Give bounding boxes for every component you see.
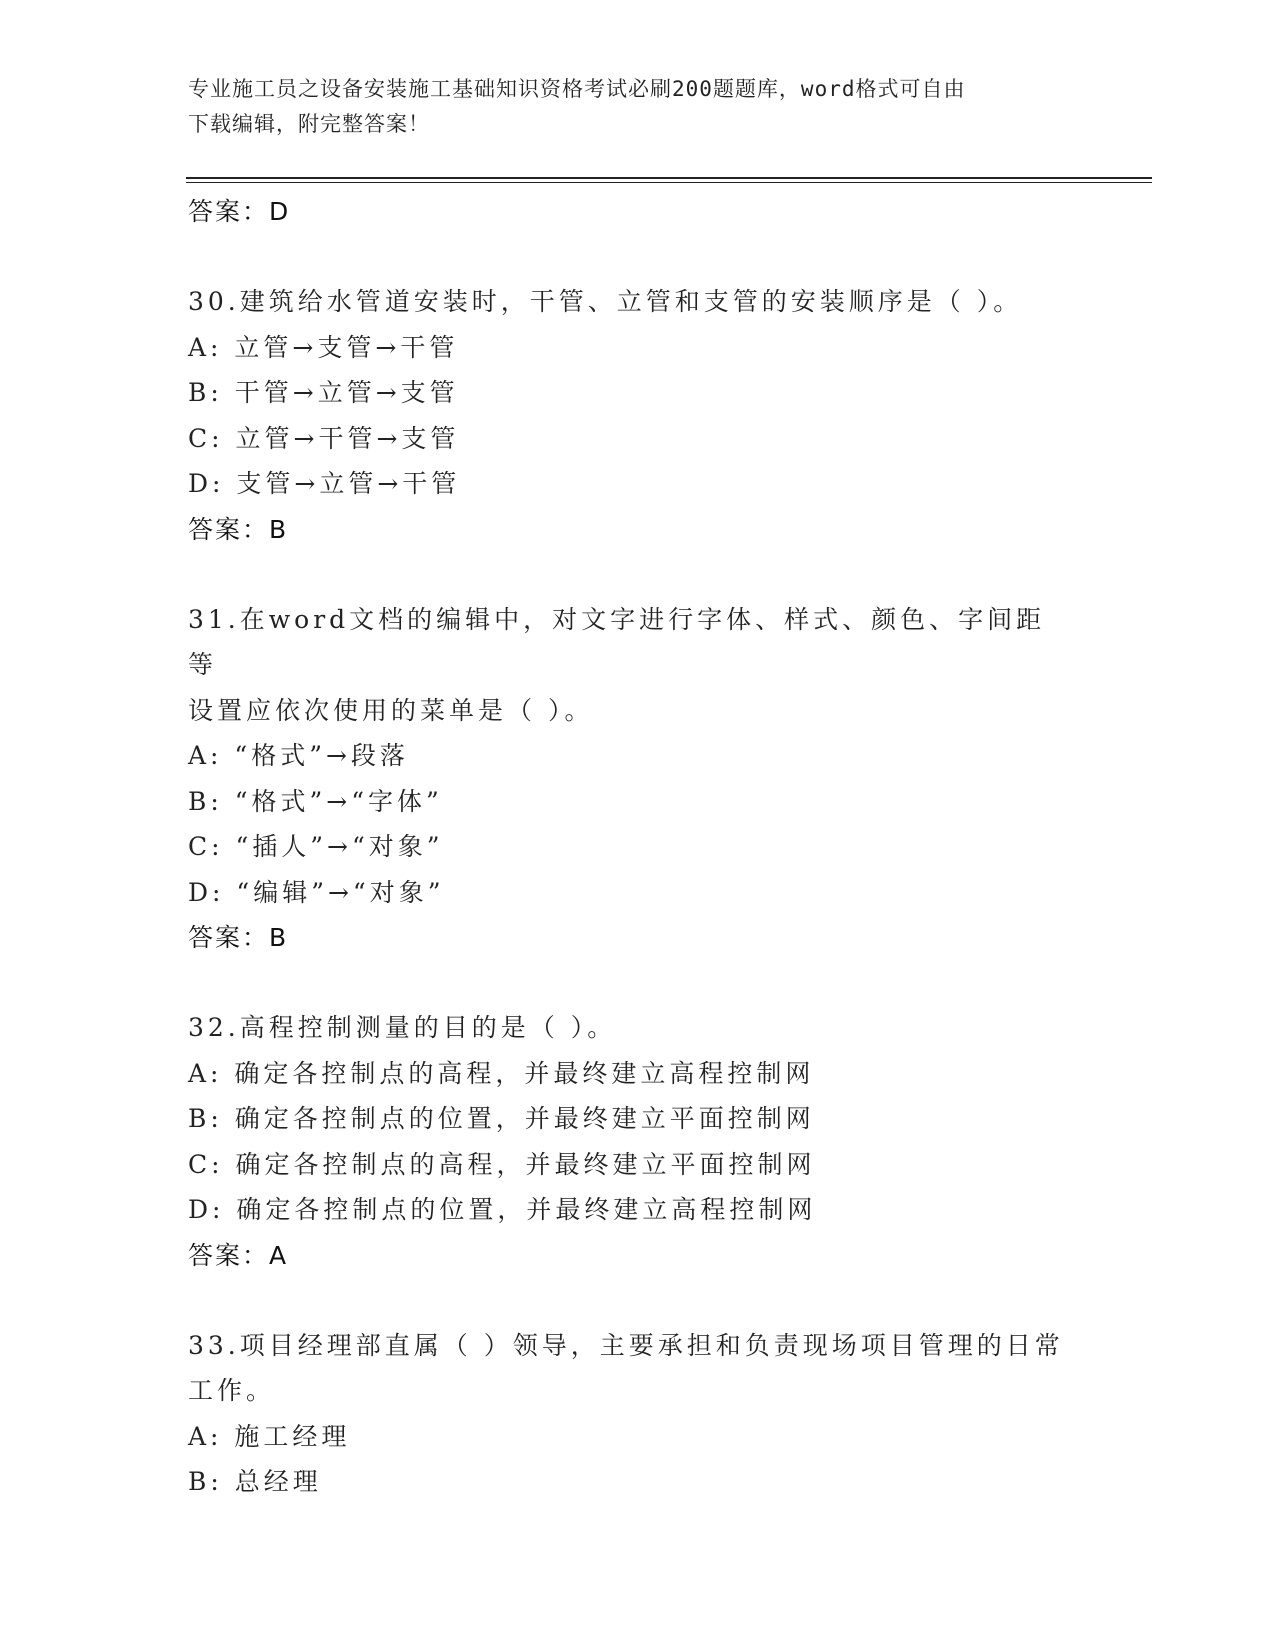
page-header bbox=[188, 72, 1068, 142]
previous-answer: 答案：D bbox=[188, 197, 291, 226]
header-rule-thin bbox=[186, 182, 1152, 183]
header-line-2: 下载编辑，附完整答案！ bbox=[188, 112, 430, 136]
question-text: 33.项目经理部直属（ ）领导，主要承担和负责现场项目管理的日常 bbox=[188, 1330, 1064, 1360]
question-list bbox=[188, 189, 1088, 1505]
option-d: D: 支管→立管→干管 bbox=[188, 469, 461, 498]
question-32 bbox=[188, 1005, 1088, 1279]
option-a: A: 立管→支管→干管 bbox=[188, 332, 459, 362]
option-b: B: 确定各控制点的位置，并最终建立平面控制网 bbox=[188, 1104, 815, 1133]
option-c: C: 立管→干管→支管 bbox=[188, 423, 460, 453]
question-30 bbox=[188, 279, 1088, 553]
question-text: 30.建筑给水管道安装时，干管、立管和支管的安装顺序是（ ）。 bbox=[188, 287, 1023, 316]
option-b: B: 总经理 bbox=[188, 1467, 322, 1496]
header-rule-thick bbox=[186, 177, 1152, 179]
question-answer: 答案：A bbox=[188, 1240, 289, 1270]
option-c: C: “插人”→“对象” bbox=[188, 832, 444, 861]
option-b: B: “格式”→“字体” bbox=[188, 786, 443, 816]
question-text-continued: 设置应依次使用的菜单是（ ）。 bbox=[188, 695, 594, 725]
option-c: C: 确定各控制点的高程，并最终建立平面控制网 bbox=[188, 1149, 816, 1179]
option-a: A: 施工经理 bbox=[188, 1421, 351, 1451]
question-text-continued: 工作。 bbox=[188, 1376, 276, 1405]
option-d: D: 确定各控制点的位置，并最终建立高程控制网 bbox=[188, 1195, 817, 1224]
option-b: B: 干管→立管→支管 bbox=[188, 378, 459, 407]
question-answer: 答案：B bbox=[188, 923, 289, 952]
option-d: D: “编辑”→“对象” bbox=[188, 877, 445, 907]
question-text: 31.在word文档的编辑中，对文字进行字体、样式、颜色、字间距等 bbox=[188, 604, 1046, 679]
question-text: 32.高程控制测量的目的是（ ）。 bbox=[188, 1013, 617, 1042]
option-a: A: 确定各控制点的高程，并最终建立高程控制网 bbox=[188, 1058, 815, 1088]
question-31 bbox=[188, 597, 1088, 962]
option-a: A: “格式”→段落 bbox=[188, 741, 409, 770]
question-33 bbox=[188, 1323, 1088, 1505]
header-line-1: 专业施工员之设备安装施工基础知识资格考试必刷200题题库，word格式可自由 bbox=[188, 77, 966, 101]
question-answer: 答案：B bbox=[188, 514, 289, 544]
